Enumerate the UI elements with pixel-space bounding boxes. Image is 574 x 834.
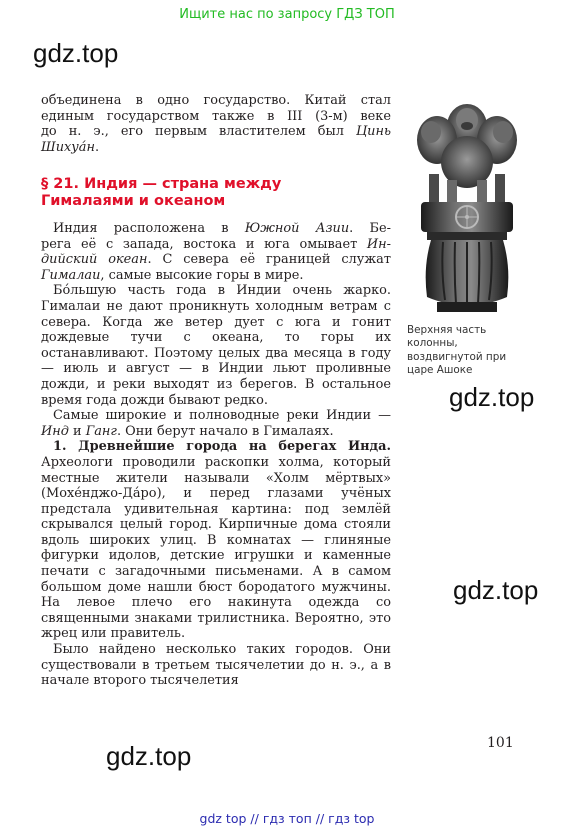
intro-paragraph: объединена в одно государство. Китай стал единым государством также в III (3-м) веке до н. э., его первым властителем был Цинь Шихуа́н. — [41, 93, 391, 155]
paragraph: Индия расположена в Южной Азии. Бе- — [53, 221, 391, 236]
watermark: gdz.top — [453, 575, 539, 605]
footer-link[interactable]: гдз top — [328, 811, 375, 826]
subheading: 1. Древнейшие города на берегах Инда. — [53, 439, 391, 455]
paragraph: Бо́льшую часть года в Индии очень жарко. Гималаи не дают проникнуть холодным ветрам с севера. Когда же ветер дует с юга и гонит дождевые тучи с океана, то горы их останавливают. Поэтому целых два месяца в году — июль и август — в Индии льют проливные дожди, и реки выходят из берегов. В остальное время года дожди бывают редко. — [41, 283, 391, 408]
page-number: 101 — [487, 735, 514, 751]
section-title: § 21. Индия — страна между Гималаями и океаном — [41, 176, 282, 209]
lion-capital-image — [401, 92, 531, 317]
paragraph: Было найдено несколько таких городов. Они существовали в третьем тысячелетии до н. э., а в начале второго тысячелетия — [41, 642, 391, 689]
paragraph: 1. Древнейшие города на берегах Инда. Археологи проводили раскопки холма, который местные жители называли «Холм мёртвых» (Мохе́нджо-Да́ро), и перед глазами учёных предстала удивительная картина: под землёй скрывался целый город. Кирпичные дома стояли вдоль широких улиц. В комнатах — глиняные фигурки идолов, детские игрушки и каменные печати с загадочными письменами. А в самом большом доме нашли бюст бородатого мужчины. На левое плечо его накинута одежда со священными знаками трилистника. Вероятно, это жрец или правитель. — [41, 439, 391, 642]
top-banner[interactable]: Ищите нас по запросу ГДЗ ТОП — [179, 7, 395, 22]
image-caption: Верхняя часть колонны, воздвигнутой при царе Ашоке — [407, 324, 507, 377]
section-number: § 21. — [41, 176, 79, 192]
watermark: gdz.top — [33, 38, 119, 68]
footer-link[interactable]: гдз топ — [262, 811, 312, 826]
main-text: Индия расположена в Южной Азии. Бе- рега её с запада, востока и юга омывает Ин- дийский океан. С севера её границей служат Гималаи, самые высокие горы в мире. Бо́льшую часть года в Индии очень жарко. Гималаи не дают проникнуть холодным ветрам с севера. Когда же ветер дует с юга и гонит дождевые тучи с океана, то горы их останавливают. Поэтому целых два месяца в году — июль и август — в Индии льют проливные дожди, и реки выходят из берегов. В остальное время года дожди бывают редко. Самые широкие и полноводные реки Индии — Инд и Ганг. Они берут начало в Гималаях. 1. Древнейшие города на берегах Инда. Археологи проводили раскопки холма, который местные жители называли «Холм мёртвых» (Мохе́нджо-Да́ро), и перед глазами учёных предстала удивительная картина: под землёй скрывался целый город. Кирпичные дома стояли вдоль широких улиц. В комнатах — глиняные фигурки идолов, детские игрушки и каменные печати с загадочными письменами. А в самом большом доме нашли бюст бородатого мужчины. На левое плечо его накинута одежда со священными знаками трилистника. Вероятно, это жрец или правитель. Было найдено несколько таких городов. Они существовали в третьем тысячелетии до н. э., а в начале второго тысячелетия — [41, 221, 391, 689]
paragraph: Самые широкие и полноводные реки Индии — Инд и Ганг. Они берут начало в Гималаях. — [41, 408, 391, 439]
footer-link[interactable]: gdz top — [199, 811, 247, 826]
footer-links: gdz top // гдз топ // гдз top — [199, 811, 375, 826]
watermark: gdz.top — [106, 741, 192, 771]
watermark: gdz.top — [449, 382, 535, 412]
